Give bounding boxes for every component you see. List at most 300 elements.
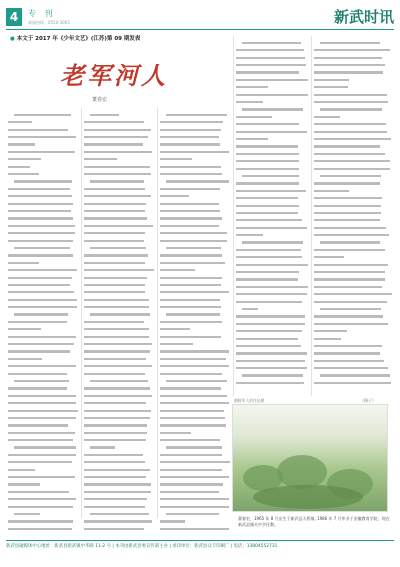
text-line bbox=[314, 284, 392, 291]
text-line bbox=[160, 341, 230, 348]
text-line-fill bbox=[160, 129, 221, 131]
text-line bbox=[84, 452, 154, 459]
column-divider bbox=[157, 108, 158, 518]
text-line bbox=[314, 55, 392, 62]
text-line-fill bbox=[160, 424, 226, 426]
text-line bbox=[8, 400, 78, 407]
text-line bbox=[8, 408, 78, 415]
text-line bbox=[236, 336, 308, 343]
text-line-fill bbox=[160, 387, 221, 389]
text-line-fill bbox=[320, 42, 380, 44]
text-line bbox=[160, 312, 230, 319]
text-line-fill bbox=[314, 49, 390, 51]
text-line bbox=[84, 518, 154, 525]
text-line-fill bbox=[84, 143, 143, 145]
text-line bbox=[314, 158, 392, 165]
text-line bbox=[160, 504, 230, 511]
text-line-fill bbox=[8, 483, 40, 485]
text-line-fill bbox=[84, 395, 152, 397]
text-line bbox=[236, 306, 308, 313]
text-line bbox=[84, 304, 154, 311]
text-line-fill bbox=[8, 410, 78, 412]
text-line bbox=[160, 489, 230, 496]
text-line bbox=[236, 225, 308, 232]
text-line bbox=[8, 385, 78, 392]
text-line-fill bbox=[314, 182, 380, 184]
text-line bbox=[314, 210, 392, 217]
text-line-fill bbox=[166, 313, 220, 315]
text-line-fill bbox=[314, 205, 381, 207]
text-line bbox=[8, 149, 78, 156]
text-line-fill bbox=[314, 360, 384, 362]
text-line bbox=[160, 282, 230, 289]
text-line bbox=[8, 496, 78, 503]
text-line bbox=[236, 321, 308, 328]
text-line-fill bbox=[84, 387, 150, 389]
text-line bbox=[236, 232, 308, 239]
text-line bbox=[160, 164, 230, 171]
text-line bbox=[236, 210, 308, 217]
text-line-fill bbox=[14, 313, 68, 315]
text-line bbox=[8, 393, 78, 400]
text-line bbox=[236, 62, 308, 69]
text-line bbox=[160, 267, 230, 274]
text-line-fill bbox=[8, 461, 72, 463]
text-line-fill bbox=[8, 151, 75, 153]
text-line-fill bbox=[90, 247, 146, 249]
text-line bbox=[84, 467, 154, 474]
text-line-fill bbox=[160, 328, 190, 330]
text-line bbox=[236, 84, 308, 91]
text-line bbox=[314, 136, 392, 143]
text-line-fill bbox=[314, 256, 344, 258]
text-line bbox=[8, 326, 78, 333]
text-line bbox=[314, 129, 392, 136]
text-line bbox=[8, 430, 78, 437]
text-line-fill bbox=[242, 108, 303, 110]
text-line-fill bbox=[8, 402, 76, 404]
text-line bbox=[84, 142, 154, 149]
text-line-fill bbox=[8, 158, 41, 160]
text-line bbox=[160, 496, 230, 503]
text-line-fill bbox=[8, 210, 71, 212]
author-photo bbox=[232, 404, 388, 512]
text-line bbox=[84, 282, 154, 289]
body-column-1 bbox=[8, 112, 78, 536]
text-line-fill bbox=[166, 247, 221, 249]
text-line-fill bbox=[8, 232, 75, 234]
text-line bbox=[84, 164, 154, 171]
text-line-fill bbox=[236, 168, 299, 170]
text-line bbox=[8, 179, 78, 186]
text-line bbox=[314, 240, 392, 247]
text-line bbox=[314, 358, 392, 365]
text-line-fill bbox=[84, 402, 146, 404]
text-line-fill bbox=[160, 262, 225, 264]
text-line bbox=[160, 252, 230, 259]
text-line bbox=[160, 518, 230, 525]
text-line-fill bbox=[160, 254, 222, 256]
text-line bbox=[236, 158, 308, 165]
text-line-fill bbox=[8, 188, 70, 190]
text-line bbox=[314, 62, 392, 69]
text-line bbox=[160, 319, 230, 326]
text-line bbox=[8, 371, 78, 378]
article-headline bbox=[10, 34, 160, 42]
text-line-fill bbox=[236, 227, 307, 229]
text-line bbox=[160, 445, 230, 452]
text-line-fill bbox=[314, 116, 340, 118]
text-line-fill bbox=[236, 323, 305, 325]
text-line-fill bbox=[236, 57, 305, 59]
text-line-fill bbox=[84, 439, 146, 441]
text-line bbox=[84, 334, 154, 341]
text-line-fill bbox=[160, 225, 219, 227]
text-line bbox=[84, 408, 154, 415]
text-line bbox=[314, 321, 392, 328]
text-line bbox=[314, 350, 392, 357]
text-line-fill bbox=[84, 350, 150, 352]
text-line-fill bbox=[8, 277, 72, 279]
text-line-fill bbox=[160, 291, 229, 293]
text-line bbox=[160, 459, 230, 466]
text-line-fill bbox=[8, 528, 72, 530]
text-line bbox=[160, 304, 230, 311]
text-line-fill bbox=[160, 277, 222, 279]
text-line-fill bbox=[8, 336, 76, 338]
text-line bbox=[84, 289, 154, 296]
text-line bbox=[160, 127, 230, 134]
text-line bbox=[160, 482, 230, 489]
text-line-fill bbox=[8, 328, 41, 330]
text-line-fill bbox=[314, 101, 388, 103]
text-line-fill bbox=[320, 175, 381, 177]
text-line bbox=[236, 373, 308, 380]
text-line bbox=[314, 107, 392, 114]
text-line-fill bbox=[314, 382, 391, 384]
text-line-fill bbox=[8, 343, 74, 345]
text-line bbox=[84, 193, 154, 200]
text-line-fill bbox=[84, 210, 145, 212]
text-line bbox=[314, 217, 392, 224]
text-line bbox=[8, 437, 78, 444]
text-line-fill bbox=[236, 182, 299, 184]
text-line bbox=[84, 371, 154, 378]
text-line bbox=[84, 319, 154, 326]
text-line-fill bbox=[160, 203, 219, 205]
text-line bbox=[8, 378, 78, 385]
text-line bbox=[8, 489, 78, 496]
text-line bbox=[8, 142, 78, 149]
text-line bbox=[160, 349, 230, 356]
text-line bbox=[84, 385, 154, 392]
text-line bbox=[160, 156, 230, 163]
text-line-fill bbox=[320, 241, 380, 243]
text-line bbox=[84, 208, 154, 215]
text-line bbox=[314, 336, 392, 343]
text-line-fill bbox=[8, 321, 67, 323]
text-line bbox=[160, 378, 230, 385]
text-line bbox=[236, 143, 308, 150]
text-line bbox=[236, 313, 308, 320]
text-line-fill bbox=[236, 234, 263, 236]
text-line-fill bbox=[314, 367, 388, 369]
text-line-fill bbox=[314, 219, 380, 221]
text-line bbox=[236, 247, 308, 254]
text-line-fill bbox=[314, 131, 387, 133]
text-line bbox=[160, 260, 230, 267]
text-line-fill bbox=[236, 330, 302, 332]
text-line-fill bbox=[84, 262, 145, 264]
text-line-fill bbox=[160, 402, 229, 404]
text-line bbox=[236, 269, 308, 276]
text-line-fill bbox=[160, 217, 222, 219]
text-line-fill bbox=[8, 173, 39, 175]
text-line bbox=[8, 127, 78, 134]
text-line-fill bbox=[8, 195, 72, 197]
text-line bbox=[8, 526, 78, 533]
text-line bbox=[314, 225, 392, 232]
text-line bbox=[236, 284, 308, 291]
text-line bbox=[314, 373, 392, 380]
text-line-fill bbox=[84, 410, 151, 412]
text-line bbox=[314, 232, 392, 239]
text-line bbox=[8, 334, 78, 341]
text-line-fill bbox=[160, 210, 220, 212]
text-line-fill bbox=[8, 469, 35, 471]
text-line-fill bbox=[236, 86, 268, 88]
headline-text: 本文于 2017 年《少年文艺》(江苏)第 09 期发表 bbox=[16, 36, 141, 42]
text-line bbox=[160, 326, 230, 333]
text-line bbox=[84, 363, 154, 370]
text-line-fill bbox=[8, 506, 73, 508]
text-line bbox=[314, 77, 392, 84]
text-line-fill bbox=[84, 373, 145, 375]
text-line-fill bbox=[166, 513, 219, 515]
text-line bbox=[236, 180, 308, 187]
text-line bbox=[236, 47, 308, 54]
column-divider bbox=[311, 36, 312, 396]
text-line bbox=[236, 107, 308, 114]
text-line bbox=[236, 188, 308, 195]
text-line bbox=[160, 112, 230, 119]
page-footer: 新武县融媒体中心地址：新武县新武镇中华路 11-2 号 | 本刊由新武县委宣传部主办 | 承印单位：新武县众丰印刷厂 | 电话：13804552731 bbox=[6, 544, 278, 549]
text-line-fill bbox=[8, 306, 77, 308]
text-line bbox=[84, 445, 154, 452]
text-line-fill bbox=[160, 461, 230, 463]
text-line bbox=[8, 459, 78, 466]
text-line bbox=[236, 291, 308, 298]
text-line-fill bbox=[160, 166, 221, 168]
text-line bbox=[160, 134, 230, 141]
text-line bbox=[84, 245, 154, 252]
text-line-fill bbox=[314, 323, 388, 325]
text-line-fill bbox=[90, 114, 119, 116]
text-line-fill bbox=[8, 284, 70, 286]
text-line-fill bbox=[84, 277, 147, 279]
text-line-fill bbox=[236, 249, 301, 251]
text-line-fill bbox=[242, 374, 303, 376]
text-line bbox=[84, 112, 154, 119]
text-line-fill bbox=[8, 365, 76, 367]
text-line bbox=[84, 156, 154, 163]
text-line bbox=[8, 171, 78, 178]
photo-small-caption: 朝鲜军人的作品照 bbox=[234, 398, 265, 403]
text-line-fill bbox=[236, 352, 307, 354]
text-line-fill bbox=[160, 365, 229, 367]
text-line-fill bbox=[84, 225, 153, 227]
text-line bbox=[160, 275, 230, 282]
text-line-fill bbox=[84, 358, 146, 360]
text-line bbox=[8, 208, 78, 215]
text-line-fill bbox=[90, 180, 144, 182]
text-line-fill bbox=[160, 136, 219, 138]
text-line bbox=[8, 134, 78, 141]
text-line bbox=[160, 171, 230, 178]
text-line bbox=[84, 127, 154, 134]
text-line bbox=[236, 166, 308, 173]
text-line-fill bbox=[160, 143, 220, 145]
text-line-fill bbox=[314, 278, 385, 280]
text-line-fill bbox=[160, 195, 189, 197]
text-line bbox=[314, 143, 392, 150]
text-line bbox=[8, 349, 78, 356]
text-line bbox=[314, 262, 392, 269]
text-line bbox=[84, 474, 154, 481]
text-line-fill bbox=[90, 380, 148, 382]
text-line bbox=[236, 262, 308, 269]
text-line bbox=[314, 151, 392, 158]
photo-caption: 董春宏，1965 年 8 月出生于新武县天桥镇, 1986 年 7 月毕业于安徽教育学院，现在新武县城关中学任教。 bbox=[238, 516, 390, 527]
text-line-fill bbox=[236, 367, 307, 369]
text-line-fill bbox=[236, 382, 304, 384]
section-tag: 专 刊 bbox=[28, 9, 56, 18]
text-line bbox=[84, 526, 154, 533]
text-line bbox=[314, 328, 392, 335]
text-line bbox=[8, 193, 78, 200]
text-line-fill bbox=[242, 42, 301, 44]
text-line bbox=[160, 526, 230, 533]
text-line bbox=[8, 422, 78, 429]
text-line-fill bbox=[236, 345, 301, 347]
text-line-fill bbox=[236, 286, 308, 288]
text-line-fill bbox=[236, 49, 304, 51]
text-line-fill bbox=[84, 491, 151, 493]
text-line bbox=[314, 277, 392, 284]
text-line bbox=[160, 408, 230, 415]
body-column-3 bbox=[160, 112, 230, 536]
text-line bbox=[160, 186, 230, 193]
text-line-fill bbox=[160, 417, 225, 419]
text-line bbox=[8, 363, 78, 370]
text-line bbox=[8, 356, 78, 363]
text-line bbox=[8, 156, 78, 163]
text-line bbox=[314, 313, 392, 320]
text-line-fill bbox=[160, 528, 229, 530]
text-line bbox=[8, 238, 78, 245]
text-line-fill bbox=[84, 506, 145, 508]
text-line-fill bbox=[160, 373, 222, 375]
text-line-fill bbox=[90, 446, 115, 448]
text-line-fill bbox=[8, 358, 42, 360]
text-line bbox=[160, 452, 230, 459]
text-line bbox=[8, 201, 78, 208]
text-line-fill bbox=[160, 358, 226, 360]
text-line-fill bbox=[314, 168, 390, 170]
text-line bbox=[84, 496, 154, 503]
text-line-fill bbox=[84, 328, 149, 330]
text-line bbox=[84, 260, 154, 267]
text-line-fill bbox=[8, 387, 67, 389]
text-line-fill bbox=[236, 145, 298, 147]
text-line bbox=[8, 230, 78, 237]
text-line bbox=[8, 223, 78, 230]
text-line bbox=[160, 201, 230, 208]
text-line bbox=[84, 179, 154, 186]
text-line-fill bbox=[90, 313, 150, 315]
text-line-fill bbox=[314, 190, 349, 192]
text-line bbox=[236, 55, 308, 62]
headline-bullet: ● bbox=[10, 36, 15, 42]
text-line bbox=[236, 328, 308, 335]
text-line bbox=[314, 166, 392, 173]
text-line bbox=[160, 149, 230, 156]
text-line bbox=[160, 400, 230, 407]
text-line-fill bbox=[314, 94, 387, 96]
text-line-fill bbox=[314, 315, 383, 317]
text-line-fill bbox=[160, 321, 222, 323]
text-line-fill bbox=[314, 57, 382, 59]
text-line-fill bbox=[84, 336, 149, 338]
text-line-fill bbox=[84, 232, 145, 234]
text-line-fill bbox=[160, 284, 221, 286]
text-line-fill bbox=[84, 528, 144, 530]
text-line bbox=[314, 40, 392, 47]
text-line bbox=[236, 114, 308, 121]
text-line bbox=[160, 437, 230, 444]
text-line bbox=[314, 70, 392, 77]
text-line-fill bbox=[84, 417, 150, 419]
text-line bbox=[314, 99, 392, 106]
text-line bbox=[84, 504, 154, 511]
photo-foliage bbox=[253, 485, 363, 509]
text-line bbox=[160, 467, 230, 474]
text-line-fill bbox=[160, 336, 221, 338]
text-line-fill bbox=[320, 374, 390, 376]
text-line-fill bbox=[236, 116, 272, 118]
text-line-fill bbox=[14, 380, 69, 382]
text-line bbox=[8, 312, 78, 319]
text-line bbox=[84, 349, 154, 356]
text-line-fill bbox=[84, 240, 144, 242]
text-line bbox=[84, 511, 154, 518]
text-line bbox=[160, 208, 230, 215]
text-line-fill bbox=[84, 173, 151, 175]
text-line-fill bbox=[236, 293, 307, 295]
text-line bbox=[84, 378, 154, 385]
text-line-fill bbox=[314, 227, 386, 229]
text-line-fill bbox=[314, 271, 385, 273]
text-line-fill bbox=[84, 166, 150, 168]
text-line bbox=[160, 289, 230, 296]
text-line bbox=[160, 142, 230, 149]
text-line-fill bbox=[236, 101, 263, 103]
text-line-fill bbox=[314, 249, 385, 251]
text-line-fill bbox=[160, 151, 229, 153]
text-line-fill bbox=[84, 461, 145, 463]
text-line bbox=[84, 230, 154, 237]
text-line-fill bbox=[160, 306, 221, 308]
